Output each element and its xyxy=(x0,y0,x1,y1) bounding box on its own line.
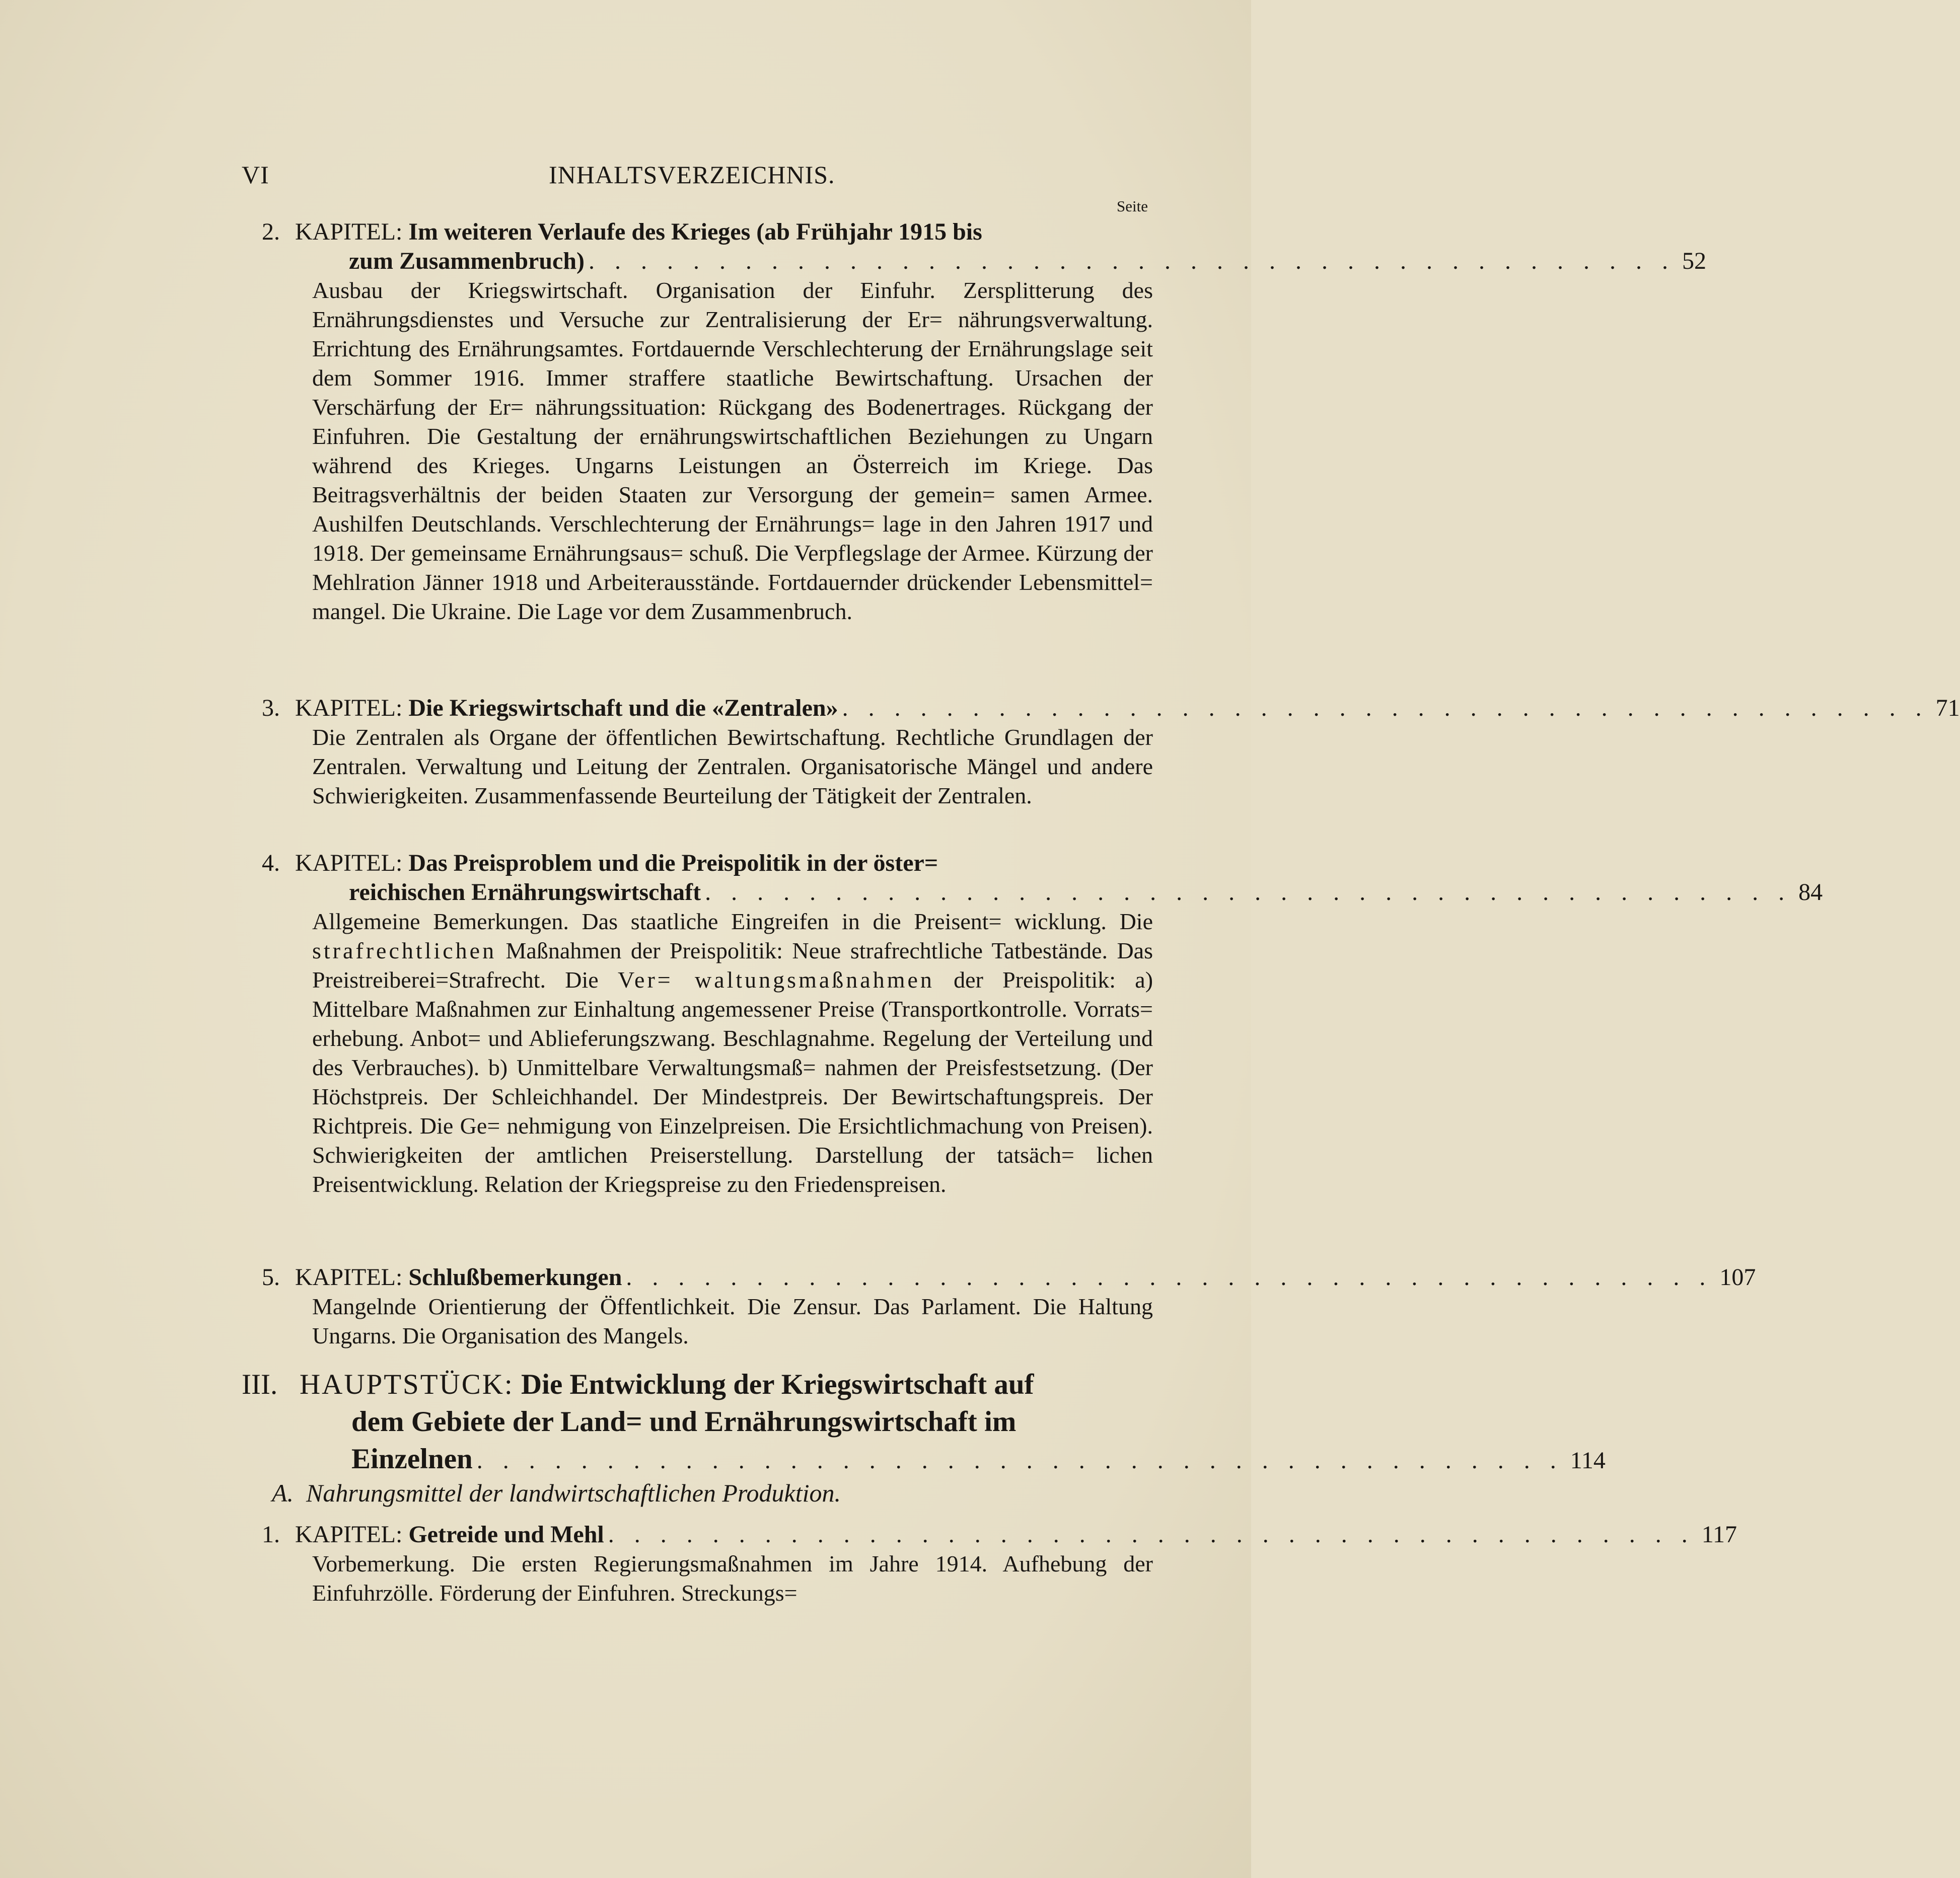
chapter-description: Allgemeine Bemerkungen. Das staatliche Eingreifen in die Preisent= wicklung. Die strafrechtlichen Maßnahmen der Preispolitik: Neue strafrechtliche Tatbestände. Das Preistreiberei=Strafrecht. Die Ver= waltungsmaßnahmen der Preispolitik: a) Mittelbare Maßnahmen zur Einhaltung angemessener Preise (Transportkontrolle. Vorrats= erhebung. Anbot= und Ablieferungszwang. Beschlagnahme. Regelung der Verteilung und des Verbrauches). b) Unmittelbare Verwaltungsmaß= nahmen der Preisfestsetzung. (Der Höchstpreis. Der Schleichhandel. Der Mindestpreis. Der Bewirtschaftungspreis. Der Richtpreis. Die Ge= nehmigung von Einzelpreisen. Die Ersichtlichmachung von Preisen). Schwierigkeiten der amtlichen Preiserstellung. Darstellung der tatsäch= lichen Preisentwicklung. Relation der Kriegspreise zu den Friedenspreisen. xyxy=(312,909,1153,1197)
chapter-page-ref: 71 xyxy=(1935,695,1960,721)
chapter-3-entry xyxy=(262,694,1960,810)
chapter-number: 2. xyxy=(262,218,280,245)
chapter-title-continuation: reichischen Ernährungswirtschaft . . . . . . . . . . . . . . . . . . . . . . . . . . . . . . . . . . . . . . . . . . 84 xyxy=(349,878,1153,907)
part-title-line xyxy=(300,1366,1153,1403)
dot-leader: . . . . . . . . . . . . . . . . . . . . . . . . . . . . . . . . . . . . . . . . . . xyxy=(842,695,1929,721)
chapter-title: Im weiteren Verlaufe des Krieges (ab Frühjahr 1915 bis xyxy=(408,218,982,245)
chapter-page-ref: 117 xyxy=(1701,1521,1737,1548)
chapter-number: 5. xyxy=(262,1264,280,1291)
chapter-number: 1. xyxy=(262,1521,280,1548)
part-title-line: dem Gebiete der Land= und Ernährungswirtschaft im xyxy=(351,1406,1017,1438)
dot-leader: . . . . . . . . . . . . . . . . . . . . . . . . . . . . . . . . . . . . . . . . . . xyxy=(589,248,1676,274)
dot-leader: . . . . . . . . . . . . . . . . . . . . . . . . . . . . . . . . . . . . . . . . . . xyxy=(626,1264,1713,1291)
chapter-5-entry xyxy=(262,1263,1756,1350)
chapter-4-entry xyxy=(262,849,1823,1199)
chapter-page-ref: 107 xyxy=(1719,1264,1756,1291)
chapter-description: Die Zentralen als Organe der öffentlichen Bewirtschaftung. Rechtliche Grundlagen der Zentralen. Verwaltung und Leitung der Zentralen. Organisatorische Mängel und andere Schwierigkeiten. Zusammenfassende Beurteilung der Tätigkeit der Zentralen. xyxy=(312,724,1153,808)
chapter-title: Das Preisproblem und die Preispolitik in der öster= xyxy=(408,850,938,876)
chapter-page-ref: 52 xyxy=(1682,248,1707,274)
chapter-2-entry xyxy=(262,217,1707,626)
dot-leader: . . . . . . . . . . . . . . . . . . . . . . . . . . . . . . . . . . . . . . . . . . xyxy=(705,879,1792,906)
chapter-1-entry xyxy=(262,1520,1737,1608)
chapter-page-ref: 84 xyxy=(1798,879,1823,906)
chapter-title: Die Kriegswirtschaft und die «Zentralen» xyxy=(408,695,838,721)
part-title: Die Entwicklung der Kriegswirtschaft auf xyxy=(521,1369,1034,1400)
dot-leader: . . . . . . . . . . . . . . . . . . . . . . . . . . . . . . . . . . . . . . . . . . xyxy=(608,1521,1695,1548)
chapter-label: KAPITEL: Getreide und Mehl xyxy=(295,1521,604,1548)
spaced-emphasis: strafrechtlichen xyxy=(312,938,497,963)
spaced-emphasis: Ver= waltungsmaßnahmen xyxy=(617,967,934,993)
part-page-ref: 114 xyxy=(1570,1447,1606,1474)
chapter-label: KAPITEL: Schlußbemerkungen xyxy=(295,1264,622,1291)
section-letter: A. xyxy=(272,1479,294,1507)
section-heading xyxy=(272,1478,841,1508)
chapter-label: KAPITEL: Im weiteren Verlaufe des Krieges (ab Frühjahr 1915 bis xyxy=(295,218,982,245)
section-title: Nahrungsmittel der landwirtschaftlichen Produktion. xyxy=(306,1479,841,1507)
part-label: HAUPTSTÜCK: xyxy=(300,1369,514,1400)
part-title-last-line: Einzelnen . . . . . . . . . . . . . . . . . . . . . . . . . . . . . . . . . . . . . . . . . . 114 xyxy=(351,1441,1153,1479)
hauptstueck-3-entry xyxy=(242,1366,1606,1479)
running-header xyxy=(0,160,1251,195)
chapter-title: Schlußbemerkungen xyxy=(408,1264,622,1291)
chapter-description: Mangelnde Orientierung der Öffentlichkeit. Die Zensur. Das Parlament. Die Haltung Ungarns. Die Organisation des Mangels. xyxy=(312,1294,1153,1348)
seite-label: Seite xyxy=(1117,197,1148,215)
chapter-title: Getreide und Mehl xyxy=(408,1521,604,1548)
chapter-description: Ausbau der Kriegswirtschaft. Organisation der Einfuhr. Zersplitterung des Ernährungsdienstes und Versuche zur Zentralisierung der Er= nährungsverwaltung. Errichtung des Ernährungsamtes. Fortdauernde Verschlechterung der Ernährungslage seit dem Sommer 1916. Immer straffere staatliche Bewirtschaftung. Ursachen der Verschärfung der Er= nährungssituation: Rückgang des Bodenertrages. Rückgang der Einfuhren. Die Gestaltung der ernährungswirtschaftlichen Beziehungen zu Ungarn während des Krieges. Ungarns Leistungen an Österreich im Kriege. Das Beitragsverhältnis der beiden Staaten zur Versorgung der gemein= samen Armee. Aushilfen Deutschlands. Verschlechterung der Ernährungs= lage in den Jahren 1917 und 1918. Der gemeinsame Ernährungsaus= schuß. Die Verpflegslage der Armee. Kürzung der Mehlration Jänner 1918 und Arbeiterausstände. Fortdauernder drückender Lebensmittel= mangel. Die Ukraine. Die Lage vor dem Zusammenbruch. xyxy=(312,277,1153,624)
page-number: VI xyxy=(242,161,269,189)
chapter-number: 4. xyxy=(262,850,280,876)
chapter-description: Vorbemerkung. Die ersten Regierungsmaßnahmen im Jahre 1914. Aufhebung der Einfuhrzölle. Förderung der Einfuhren. Streckungs= xyxy=(312,1551,1153,1606)
chapter-title-continuation: zum Zusammenbruch) . . . . . . . . . . . . . . . . . . . . . . . . . . . . . . . . . . . . . . . . . . 52 xyxy=(349,247,1153,276)
chapter-label: KAPITEL: Das Preisproblem und die Preispolitik in der öster= xyxy=(295,850,938,876)
running-title: INHALTSVERZEICHNIS. xyxy=(549,161,835,189)
chapter-label: KAPITEL: Die Kriegswirtschaft und die «Zentralen» xyxy=(295,695,838,721)
part-number: III. xyxy=(242,1369,278,1400)
dot-leader: . . . . . . . . . . . . . . . . . . . . . . . . . . . . . . . . . . . . . . . . . . xyxy=(476,1447,1563,1474)
chapter-number: 3. xyxy=(262,695,280,721)
